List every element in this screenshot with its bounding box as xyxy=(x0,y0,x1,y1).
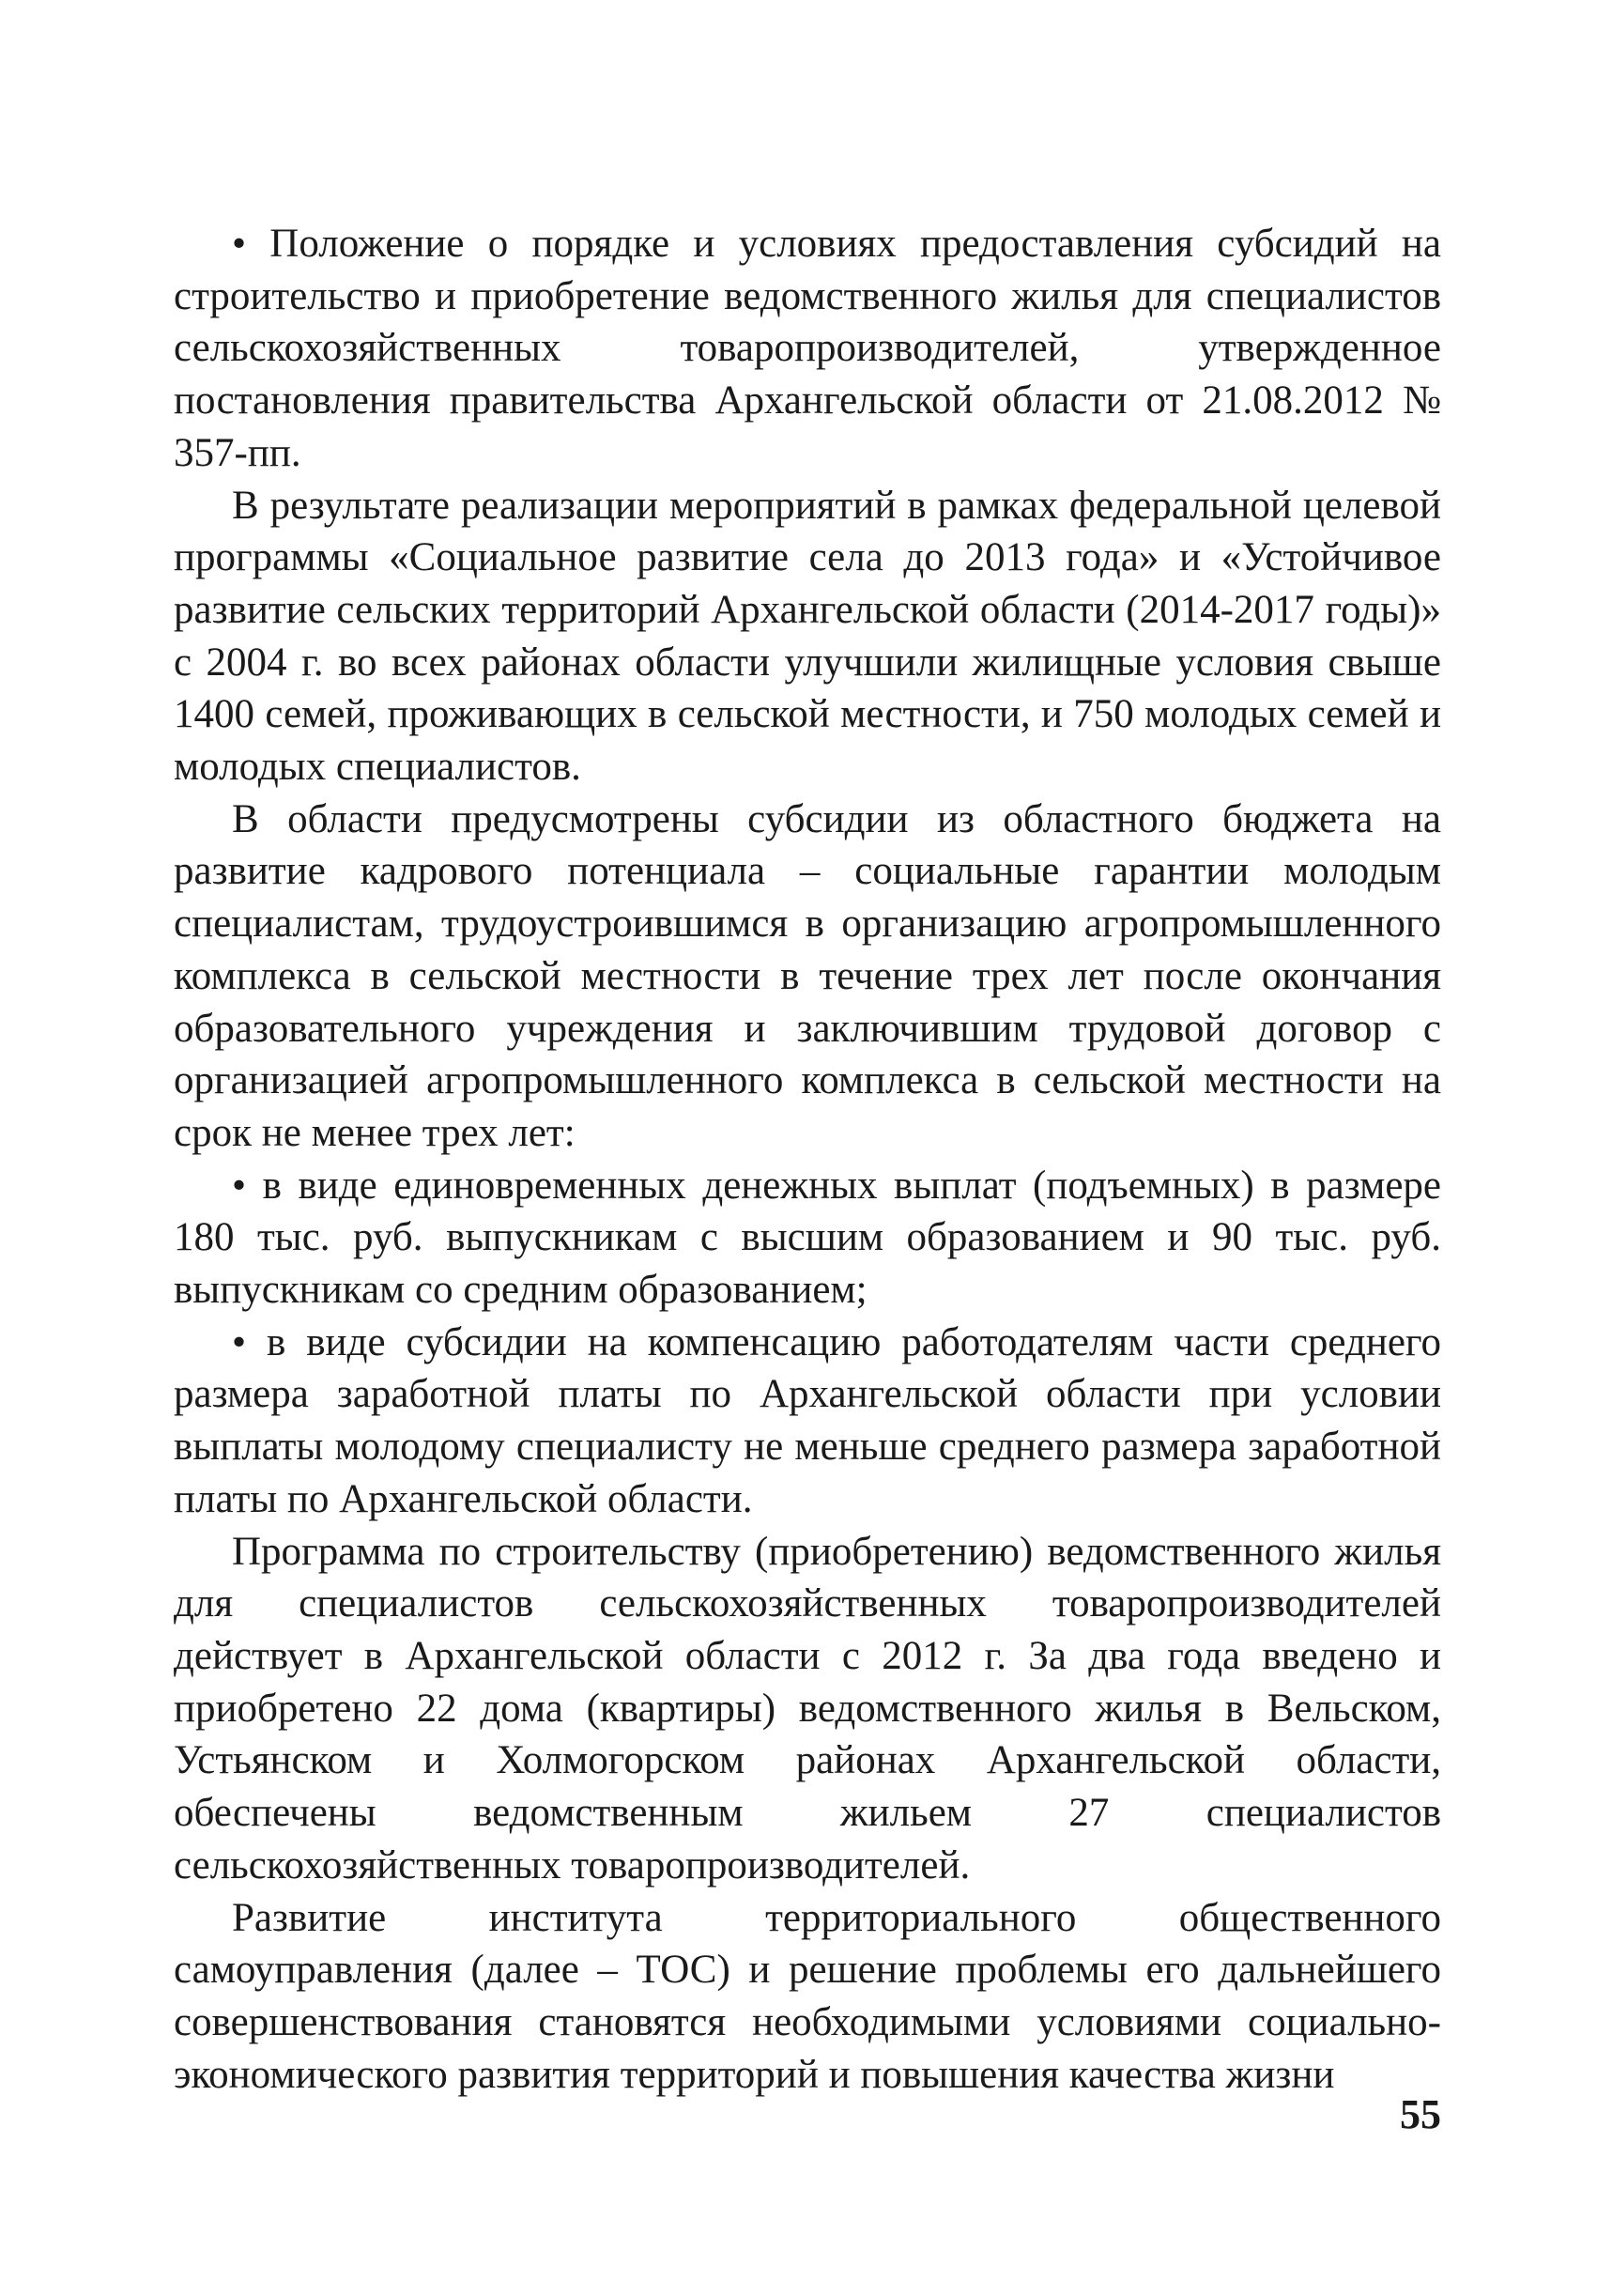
bullet-paragraph-lump-sum: • в виде единовременных денежных выплат (подъемных) в размере 180 тыс. руб. выпускникам с высшим образованием и 90 тыс. руб. выпускникам со средним образованием; xyxy=(174,1163,1441,1313)
paragraph-housing-program: Программа по строительству (приобретению) ведомственного жилья для специалистов сельскохозяйственных товаропроизводителей действует в Архангельской области с 2012 г. За два года введено и приобретено 22 дома (квартиры) ведомственного жилья в Вельском, Устьянском и Холмогорском районах Архангельской области, обеспечены ведомственным жильем 27 специалистов сельскохозяйственных товаропроизводителей. xyxy=(174,1529,1441,1888)
bullet-paragraph-regulation: • Положение о порядке и условиях предоставления субсидий на строительство и приобретение ведомственного жилья для специалистов сельскохозяйственных товаропроизводителей, утвержденное постановления правительства Архангельской области от 21.08.2012 № 357-пп. xyxy=(174,222,1441,475)
page-body xyxy=(174,218,1441,2101)
paragraph-subsidies: В области предусмотрены субсидии из областного бюджета на развитие кадрового потенциала – социальные гарантии молодым специалистам, трудоустроившимся в организацию агропромышленного комплекса в сельской местности в течение трех лет после окончания образовательного учреждения и заключившим трудовой договор с организацией агропромышленного комплекса в сельской местности на срок не менее трех лет: xyxy=(174,796,1441,1155)
bullet-paragraph-compensation: • в виде субсидии на компенсацию работодателям части среднего размера заработной платы по Архангельской области при условии выплаты молодому специалисту не меньше среднего размера заработной платы по Архангельской области. xyxy=(174,1319,1441,1521)
paragraph-program-results: В результате реализации мероприятий в рамках федеральной целевой программы «Социальное развитие села до 2013 года» и «Устойчивое развитие сельских территорий Архангельской области (2014-2017 годы)» с 2004 г. во всех районах области улучшили жилищные условия свыше 1400 семей, проживающих в сельской местности, и 750 молодых семей и молодых специалистов. xyxy=(174,483,1441,790)
paragraph-tos: Развитие института территориального общественного самоуправления (далее – ТОС) и решение проблемы его дальнейшего совершенствования становятся необходимыми условиями социально-экономического развития территорий и повышения качества жизни xyxy=(174,1895,1441,2097)
page-number: 55 xyxy=(1400,2091,1441,2137)
